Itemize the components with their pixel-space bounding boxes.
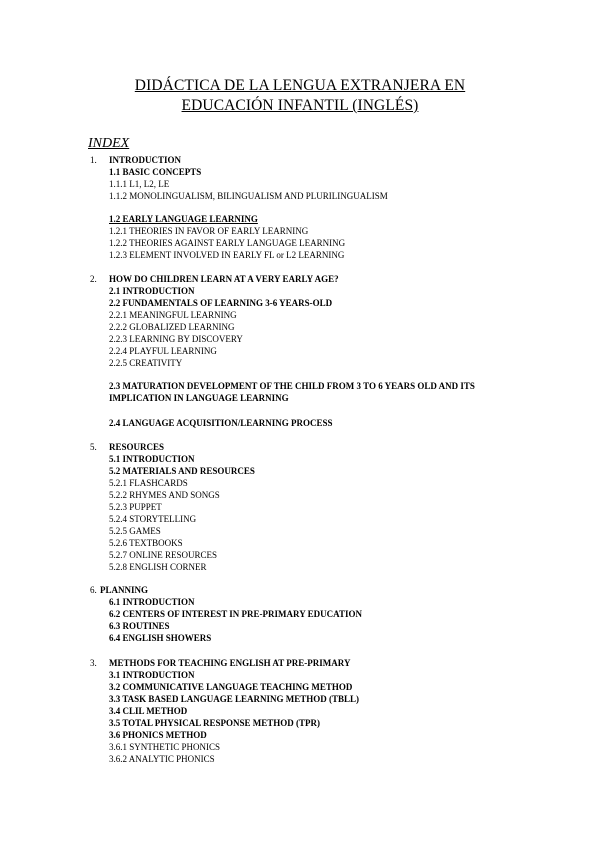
toc-entry: 1.2.3 ELEMENT INVOLVED IN EARLY FL or L2 LEARNING bbox=[109, 250, 345, 260]
toc-entry: 2.1 INTRODUCTION bbox=[109, 286, 195, 296]
section-number: 3. bbox=[90, 658, 97, 668]
section-number: 5. bbox=[90, 442, 97, 452]
toc-entry: 5.1 INTRODUCTION bbox=[109, 454, 195, 464]
toc-entry: 5.2.3 PUPPET bbox=[109, 502, 162, 512]
toc-entry: 5.2.6 TEXTBOOKS bbox=[109, 538, 183, 548]
toc-entry: 3.4 CLIL METHOD bbox=[109, 706, 188, 716]
toc-entry: 5.2 MATERIALS AND RESOURCES bbox=[109, 466, 255, 476]
toc-entry: 1.1.2 MONOLINGUALISM, BILINGUALISM AND PLURILINGUALISM bbox=[109, 191, 388, 201]
toc-entry: 6.1 INTRODUCTION bbox=[109, 597, 195, 607]
toc-entry: 5.2.5 GAMES bbox=[109, 526, 161, 536]
section-number: 1. bbox=[90, 155, 97, 165]
toc-entry: 1.1.1 L1, L2, LE bbox=[109, 179, 170, 189]
toc-entry: 2.2.2 GLOBALIZED LEARNING bbox=[109, 322, 235, 332]
section-title: METHODS FOR TEACHING ENGLISH AT PRE-PRIMARY bbox=[109, 658, 351, 668]
toc-entry: 6.3 ROUTINES bbox=[109, 621, 170, 631]
toc-entry: 6.2 CENTERS OF INTEREST IN PRE-PRIMARY EDUCATION bbox=[109, 609, 362, 619]
section-title: INTRODUCTION bbox=[109, 155, 182, 165]
toc-entry: 1.2 EARLY LANGUAGE LEARNING bbox=[109, 214, 258, 224]
toc-entry: 5.2.7 ONLINE RESOURCES bbox=[109, 550, 218, 560]
toc-entry: 1.2.2 THEORIES AGAINST EARLY LANGUAGE LEARNING bbox=[109, 238, 346, 248]
toc-entry: 2.3 MATURATION DEVELOPMENT OF THE CHILD FROM 3 TO 6 YEARS OLD AND ITS IMPLICATION IN LANGUAGE LEARNING bbox=[109, 381, 475, 403]
toc-entry: 5.2.1 FLASHCARDS bbox=[109, 478, 188, 488]
toc-entry: 5.2.2 RHYMES AND SONGS bbox=[109, 490, 220, 500]
title-line-2: EDUCACIÓN INFANTIL (INGLÉS) bbox=[181, 97, 419, 114]
toc-entry: 2.4 LANGUAGE ACQUISITION/LEARNING PROCESS bbox=[109, 418, 333, 428]
toc-entry: 2.2 FUNDAMENTALS OF LEARNING 3-6 YEARS-OLD bbox=[109, 298, 333, 308]
toc-entry: 3.6.2 ANALYTIC PHONICS bbox=[109, 754, 215, 764]
toc-entry: 3.5 TOTAL PHYSICAL RESPONSE METHOD (TPR) bbox=[109, 718, 321, 728]
section-number: 2. bbox=[90, 274, 97, 284]
document-title bbox=[60, 76, 540, 116]
toc-entry: 1.1 BASIC CONCEPTS bbox=[109, 167, 202, 177]
toc-entry: 3.3 TASK BASED LANGUAGE LEARNING METHOD (TBLL) bbox=[109, 694, 359, 704]
section-title: RESOURCES bbox=[109, 442, 165, 452]
toc-entry: 3.1 INTRODUCTION bbox=[109, 670, 195, 680]
section-title: HOW DO CHILDREN LEARN AT A VERY EARLY AGE? bbox=[109, 274, 339, 284]
toc-entry: 3.6.1 SYNTHETIC PHONICS bbox=[109, 742, 221, 752]
title-line-1: DIDÁCTICA DE LA LENGUA EXTRANJERA EN bbox=[134, 77, 466, 94]
index-heading: INDEX bbox=[88, 136, 130, 151]
toc-entry: 6.4 ENGLISH SHOWERS bbox=[109, 633, 212, 643]
toc-entry: 2.2.5 CREATIVITY bbox=[109, 358, 183, 368]
toc-entry: 1.2.1 THEORIES IN FAVOR OF EARLY LEARNING bbox=[109, 226, 309, 236]
section-title: PLANNING bbox=[100, 585, 149, 595]
section-number: 6. bbox=[90, 585, 97, 595]
toc-entry: 5.2.8 ENGLISH CORNER bbox=[109, 562, 207, 572]
toc-entry: 2.2.1 MEANINGFUL LEARNING bbox=[109, 310, 237, 320]
toc-entry: 2.2.4 PLAYFUL LEARNING bbox=[109, 346, 217, 356]
toc-entry: 3.6 PHONICS METHOD bbox=[109, 730, 207, 740]
toc-entry: 5.2.4 STORYTELLING bbox=[109, 514, 197, 524]
toc-entry: 2.2.3 LEARNING BY DISCOVERY bbox=[109, 334, 243, 344]
toc-entry: 3.2 COMMUNICATIVE LANGUAGE TEACHING METHOD bbox=[109, 682, 353, 692]
